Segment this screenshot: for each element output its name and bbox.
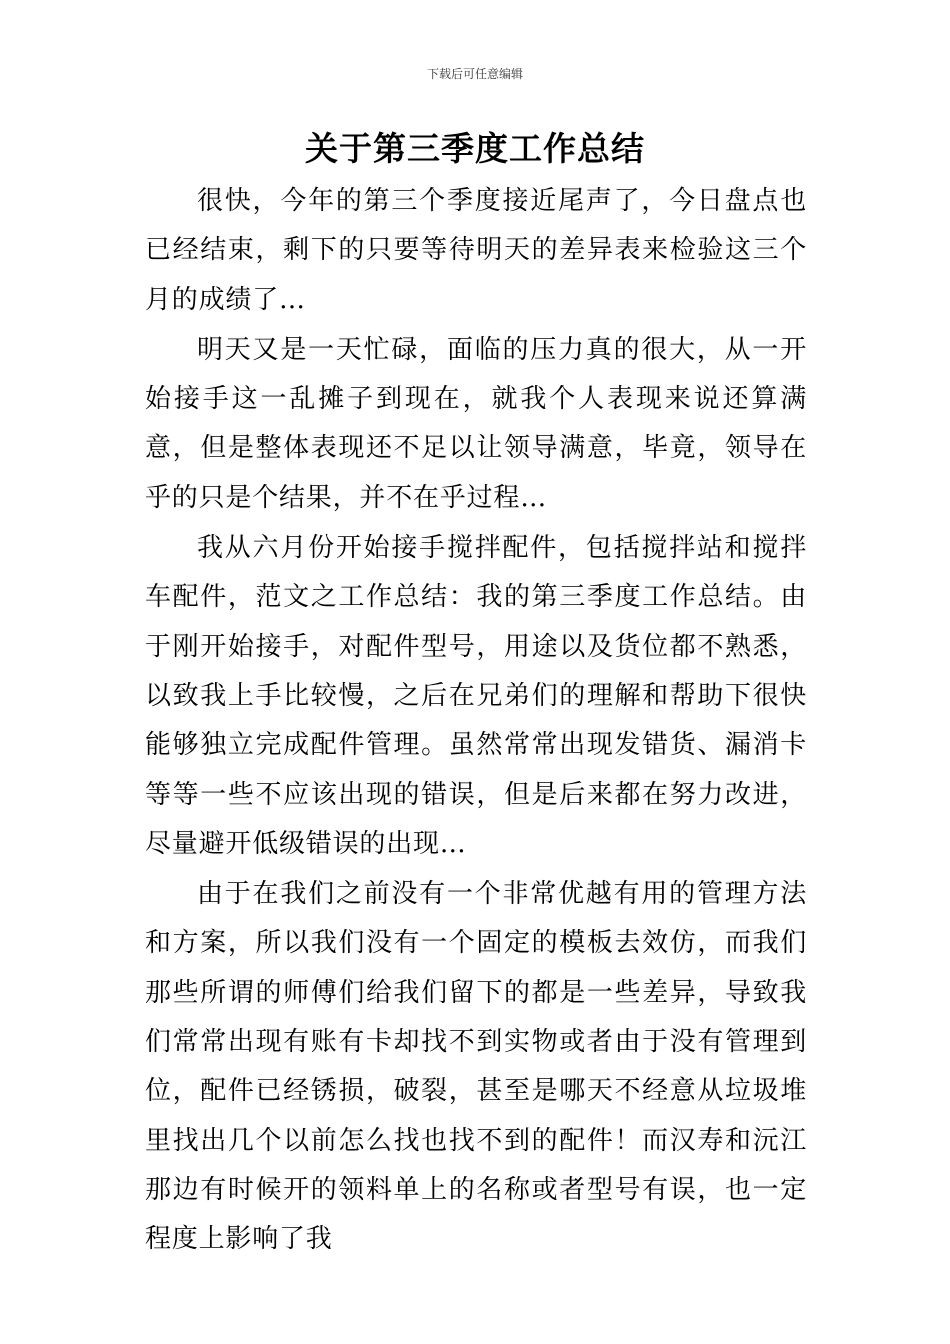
header-note: 下载后可任意编辑 [426,67,523,81]
paragraph-3: 我从六月份开始接手搅拌配件，包括搅拌站和搅拌车配件，范文之工作总结：我的第三季度工作总结。由于刚开始接手，对配件型号，用途以及货位都不熟悉，以致我上手比较慢，之后在兄弟们的理解和帮助下很快能够独立完成配件管理。虽然常常出现发错货、漏消卡等等一些不应该出现的错误，但是后来都在努力改进，尽量避开低级错误的出现… [145,533,807,859]
paragraph-2: 明天又是一天忙碌，面临的压力真的很大，从一开始接手这一乱摊子到现在，就我个人表现来说还算满意，但是整体表现还不足以让领导满意，毕竟，领导在乎的只是个结果，并不在乎过程… [145,334,807,513]
paragraph-1: 很快，今年的第三个季度接近尾声了，今日盘点也已经结束，剩下的只要等待明天的差异表来检验这三个月的成绩了… [145,186,807,315]
document-title: 关于第三季度工作总结 [305,129,645,168]
document-body [145,177,807,1265]
paragraph-4: 由于在我们之前没有一个非常优越有用的管理方法和方案，所以我们没有一个固定的模板去效仿，而我们那些所谓的师傅们给我们留下的都是一些差异，导致我们常常出现有账有卡却找不到实物或者由于没有管理到位，配件已经锈损，破裂，甚至是哪天不经意从垃圾堆里找出几个以前怎么找也找不到的配件！而汉寿和沅江那边有时候开的领料单上的名称或者型号有误，也一定程度上影响了我 [145,879,807,1255]
